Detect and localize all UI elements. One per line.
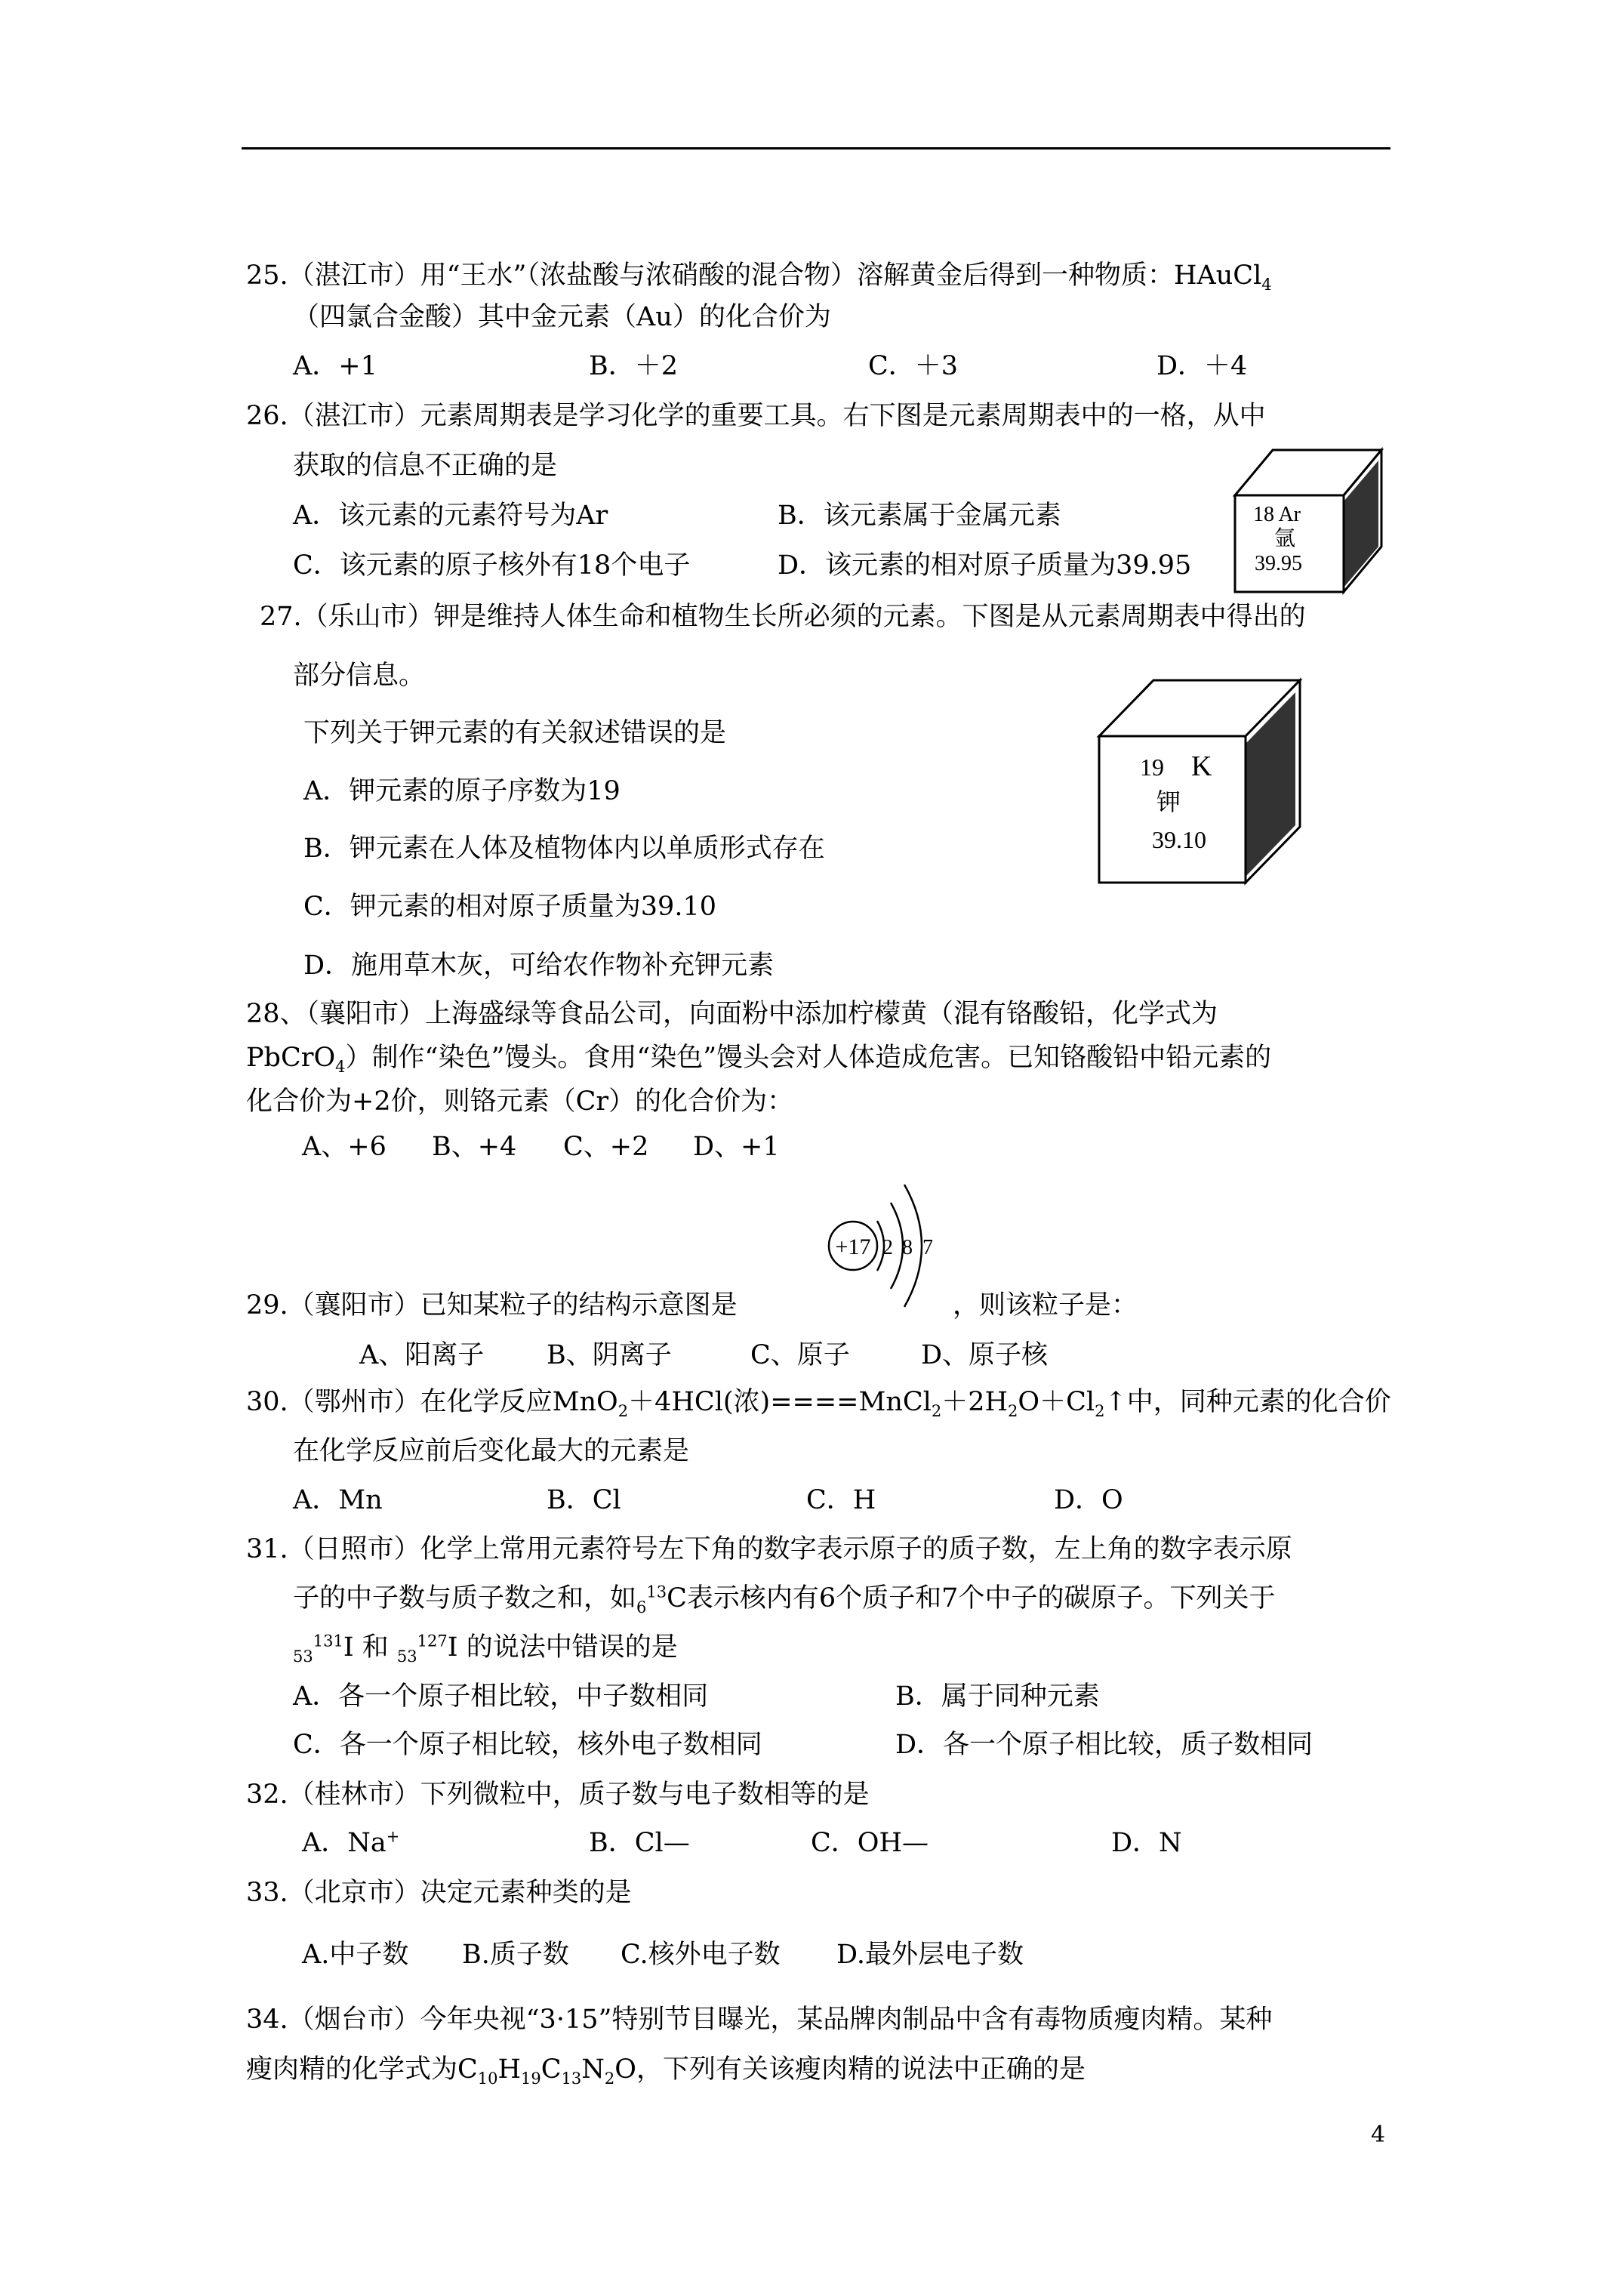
- q33-option-b: B.质子数: [462, 1940, 569, 1970]
- q27-option-a: A．钾元素的原子序数为19: [303, 776, 621, 806]
- q30-option-d: D．O: [1054, 1485, 1123, 1515]
- q33-option-d: D.最外层电子数: [836, 1940, 1024, 1970]
- q33-line1: 33.（北京市）决定元素种类的是: [246, 1878, 632, 1908]
- q31-option-c: C．各一个原子相比较，核外电子数相同: [293, 1730, 762, 1760]
- q34-line1: 34.（烟台市）今年央视“3·15”特别节目曝光，某品牌肉制品中含有毒物质瘦肉精。某种: [246, 2005, 1273, 2035]
- q29-line1: 29.（襄阳市）已知某粒子的结构示意图是: [246, 1290, 738, 1321]
- q30-option-a: A．Mn: [293, 1485, 383, 1515]
- argon-mass: 39.95: [1255, 552, 1302, 575]
- q26-line2: 获取的信息不正确的是: [293, 451, 558, 481]
- q31-line1: 31.（日照市）化学上常用元素符号左下角的数字表示原子的质子数，左上角的数字表示原: [246, 1534, 1292, 1564]
- q26-option-c: C．该元素的原子核外有18个电子: [293, 550, 691, 581]
- q32-line1: 32.（桂林市）下列微粒中，质子数与电子数相等的是: [246, 1780, 870, 1810]
- q34-line2: 瘦肉精的化学式为$C_{10}H_{19}C_{13}N_2O$，下列有关该瘦肉精的说法中正确的是: [246, 2054, 1086, 2088]
- q28-line2: PbCrO$_4$）制作“染色”馒头。食用“染色”馒头会对人体造成危害。已知铬酸铅中铅元素的: [246, 1043, 1272, 1076]
- potassium-number: 19: [1140, 754, 1164, 781]
- q27-option-c: C．钾元素的相对原子质量为39.10: [303, 892, 716, 922]
- q26-option-d: D．该元素的相对原子质量为39.95: [778, 550, 1192, 581]
- q25-option-a: A．+1: [293, 351, 377, 381]
- q25-option-c: C．＋3: [868, 351, 959, 381]
- q25-line1: 25.（湛江市）用“王水”（浓盐酸与浓硝酸的混合物）溶解黄金后得到一种物质：HAuCl$_4$: [246, 260, 1272, 294]
- q27-stem: 下列关于钾元素的有关叙述错误的是: [303, 718, 727, 748]
- potassium-symbol: K: [1191, 750, 1212, 782]
- q30-line2: 在化学反应前后变化最大的元素是: [293, 1436, 690, 1466]
- q29-option-c: C、原子: [750, 1340, 850, 1370]
- q28-line1: 28、（襄阳市）上海盛绿等食品公司，向面粉中添加柠檬黄（混有铬酸铅，化学式为: [246, 999, 1218, 1029]
- shell-2-electrons: 8: [902, 1236, 913, 1259]
- q27-line2: 部分信息。: [293, 661, 426, 691]
- q28-option-a: A、+6: [302, 1132, 387, 1162]
- q25-line2: （四氯合金酸）其中金元素（Au）的化合价为: [293, 302, 831, 332]
- q28-option-d: D、+1: [693, 1132, 780, 1162]
- q31-option-d: D．各一个原子相比较，质子数相同: [895, 1730, 1313, 1760]
- q33-option-c: C.核外电子数: [621, 1940, 781, 1970]
- atomic-structure-diagram: [823, 1174, 959, 1318]
- q25-option-d: D．＋4: [1156, 351, 1248, 381]
- q31-option-b: B．属于同种元素: [895, 1681, 1100, 1712]
- q27-option-d: D．施用草木灰，可给农作物补充钾元素: [303, 951, 775, 981]
- q28-line3: 化合价为+2价，则铬元素（Cr）的化合价为：: [246, 1086, 794, 1117]
- q29-option-b: B、阴离子: [547, 1340, 672, 1370]
- q32-option-d: D．N: [1111, 1828, 1182, 1858]
- potassium-mass: 39.10: [1152, 826, 1206, 853]
- potassium-element-cell: [1095, 676, 1306, 887]
- nucleus-charge: +17: [835, 1234, 871, 1259]
- q30-option-b: B．Cl: [547, 1485, 621, 1515]
- q31-option-a: A．各一个原子相比较，中子数相同: [293, 1681, 709, 1712]
- q27-line1: 27.（乐山市）钾是维持人体生命和植物生长所必须的元素。下图是从元素周期表中得出的: [260, 602, 1306, 632]
- q29-option-a: A、阳离子: [359, 1340, 485, 1370]
- shell-1-electrons: 2: [882, 1236, 893, 1259]
- q26-line1: 26.（湛江市）元素周期表是学习化学的重要工具。右下图是元素周期表中的一格，从中: [246, 401, 1266, 431]
- q26-option-a: A．该元素的元素符号为Ar: [293, 501, 608, 531]
- q26-option-b: B．该元素属于金属元素: [778, 501, 1061, 531]
- potassium-name: 钾: [1156, 788, 1181, 815]
- q32-option-a: A．Na+: [302, 1827, 400, 1858]
- q30-line1: 30.（鄂州市）在化学反应MnO$_2$＋4HCl(浓)$====MnCl_2+2H_2O+Cl_2↑$中，同种元素的化合价: [246, 1387, 1391, 1420]
- page-number: 4: [1371, 2122, 1386, 2148]
- q29-line1-tail: ，则该粒子是：: [953, 1290, 1138, 1321]
- argon-name: 氩: [1274, 527, 1296, 550]
- q25-option-b: B．＋2: [589, 351, 678, 381]
- q32-option-c: C．OH—: [811, 1828, 929, 1858]
- shell-3-electrons: 7: [922, 1236, 933, 1259]
- q28-option-b: B、+4: [432, 1132, 517, 1162]
- q27-option-b: B．钾元素在人体及植物体内以单质形式存在: [303, 834, 825, 864]
- q31-line2: 子的中子数与质子数之和，如$_6^{13}$C表示核内有6个质子和7个中子的碳原子。下列关于: [293, 1583, 1276, 1616]
- q33-option-a: A.中子数: [302, 1940, 409, 1970]
- q30-option-c: C．H: [806, 1485, 876, 1515]
- q31-line3: $_{53}^{131}$I 和 $_{53}^{127}$I 的说法中错误的是: [293, 1632, 678, 1666]
- q29-option-d: D、原子核: [921, 1340, 1049, 1370]
- q32-option-b: B．Cl—: [589, 1828, 690, 1858]
- header-rule: [242, 147, 1390, 149]
- argon-element-cell: [1230, 445, 1389, 596]
- q28-option-c: C、+2: [563, 1132, 649, 1162]
- argon-number-symbol: 18 Ar: [1253, 503, 1301, 526]
